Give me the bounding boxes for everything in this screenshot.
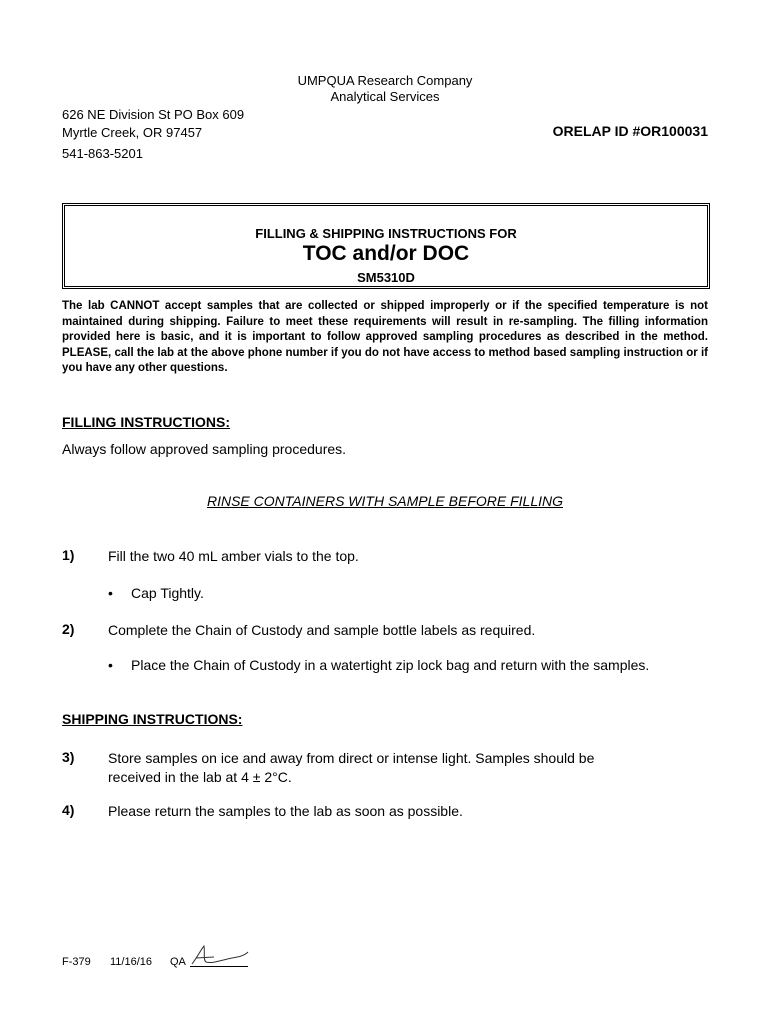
item-text: Fill the two 40 mL amber vials to the top. <box>108 548 359 564</box>
bullet-text: Place the Chain of Custody in a watertight zip lock bag and return with the samples. <box>131 657 650 673</box>
company-name: UMPQUA Research Company <box>297 73 473 88</box>
orelap-id: ORELAP ID #OR100031 <box>552 123 708 139</box>
method-code: SM5310D <box>357 270 415 285</box>
bullet-icon: • <box>108 657 113 673</box>
qa-label: QA <box>170 956 186 968</box>
title-main: TOC and/or DOC <box>302 242 470 265</box>
bullet-icon: • <box>108 585 113 601</box>
form-date: 11/16/16 <box>110 956 153 968</box>
address-line-2: Myrtle Creek, OR 97457 <box>62 125 203 140</box>
item-text: Store samples on ice and away from direct or intense light. Samples should be received in the lab at 4 ± 2°C. <box>108 750 595 785</box>
company-division: Analytical Services <box>330 89 440 104</box>
company-block <box>0 73 770 105</box>
form-number: F-379 <box>62 956 91 968</box>
item-number: 4) <box>62 802 75 818</box>
item-number: 1) <box>62 547 75 563</box>
item-number: 3) <box>62 749 75 765</box>
title-line-1: FILLING & SHIPPING INSTRUCTIONS FOR <box>255 226 517 241</box>
phone-number: 541-863-5201 <box>62 146 143 161</box>
filling-heading: FILLING INSTRUCTIONS: <box>62 414 230 430</box>
shipping-heading: SHIPPING INSTRUCTIONS: <box>62 711 243 727</box>
title-box <box>62 203 710 289</box>
item-text: Complete the Chain of Custody and sample bottle labels as required. <box>108 622 536 638</box>
warning-paragraph: The lab CANNOT accept samples that are collected or shipped improperly or if the specified temperature is not maintained during shipping. Failure to meet these requirements will result in re-sampling. The filling information provided here is basic, and it is important to follow approved sampling procedures as described in the method. PLEASE, call the lab at the above phone number if you do not have access to method based sampling instruction or if you have any other questions. <box>62 300 708 374</box>
item-text: Please return the samples to the lab as soon as possible. <box>108 803 463 819</box>
filling-intro: Always follow approved sampling procedures. <box>62 441 347 457</box>
item-number: 2) <box>62 621 75 637</box>
qa-signature <box>188 942 252 968</box>
rinse-note: RINSE CONTAINERS WITH SAMPLE BEFORE FILLING <box>206 493 563 509</box>
bullet-text: Cap Tightly. <box>131 585 204 601</box>
address-line-1: 626 NE Division St PO Box 609 <box>62 107 245 122</box>
